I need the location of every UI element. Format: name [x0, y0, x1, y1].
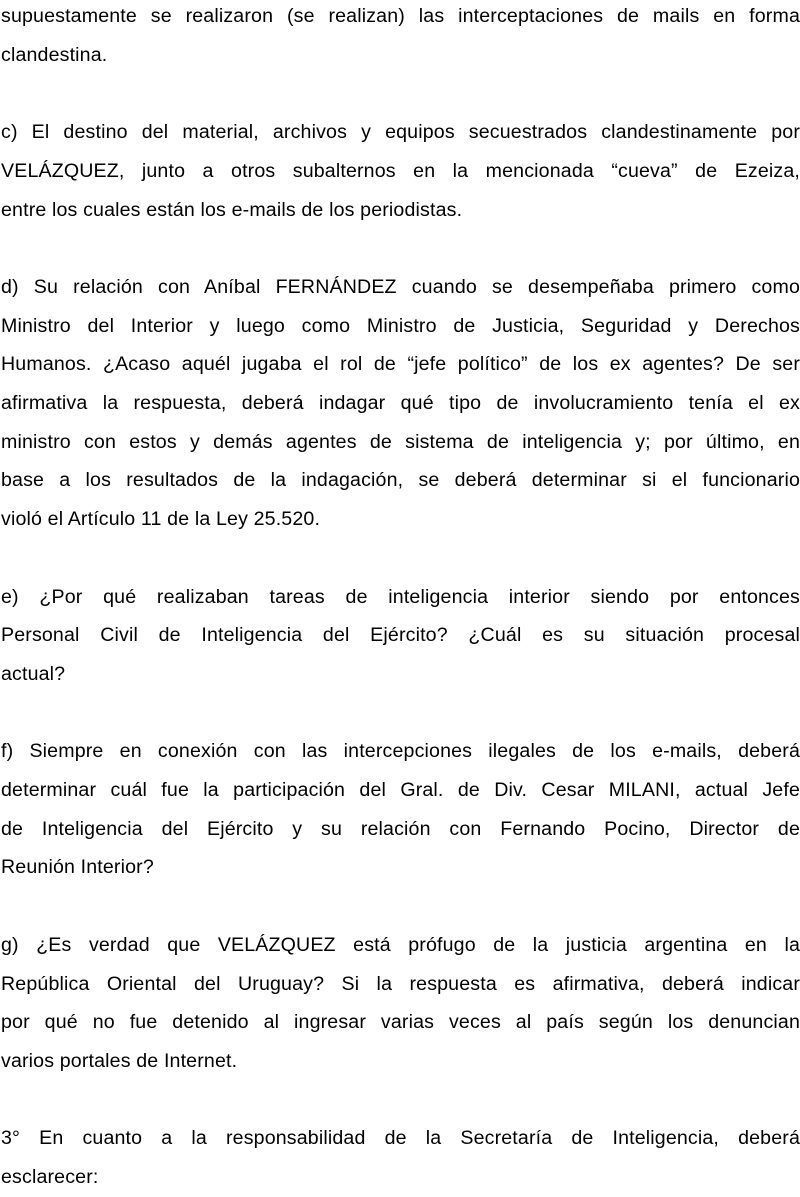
paragraph-3 — [1, 1119, 800, 1196]
text-line: varios portales de Internet. — [1, 1049, 238, 1072]
text-line: d) Su relación con Aníbal FERNÁNDEZ cuando se desempeñaba primero como — [1, 275, 800, 298]
text-line: supuestamente se realizaron (se realizan) las interceptaciones de mails en forma — [1, 5, 800, 27]
text-line: entre los cuales están los e-mails de los periodistas. — [1, 198, 463, 221]
text-line: Humanos. ¿Acaso aquél jugaba el rol de “jefe político” de los ex agentes? De ser — [1, 353, 800, 376]
text-line: VELÁZQUEZ, junto a otros subalternos en la mencionada “cueva” de Ezeiza, — [1, 159, 800, 182]
text-line: por qué no fue detenido al ingresar varias veces al país según los denuncian — [1, 1011, 800, 1034]
text-line: f) Siempre en conexión con las intercepciones ilegales de los e-mails, deberá — [1, 740, 800, 763]
paragraph-c — [1, 113, 800, 229]
paragraph-f — [1, 732, 800, 887]
text-line: e) ¿Por qué realizaban tareas de inteligencia interior siendo por entonces — [1, 585, 800, 608]
text-line: ministro con estos y demás agentes de sistema de inteligencia y; por último, en — [1, 430, 800, 453]
text-line: g) ¿Es verdad que VELÁZQUEZ está prófugo de la justicia argentina en la — [1, 933, 800, 956]
text-line: determinar cuál fue la participación del Gral. de Div. Cesar MILANI, actual Jefe — [1, 779, 800, 801]
text-line: República Oriental del Uruguay? Si la respuesta es afirmativa, deberá indicar — [1, 972, 800, 995]
text-line: c) El destino del material, archivos y equipos secuestrados clandestinamente por — [1, 121, 800, 144]
text-line: Personal Civil de Inteligencia del Ejército? ¿Cuál es su situación procesal — [1, 624, 800, 647]
paragraph-g — [1, 926, 800, 1081]
text-line: de Inteligencia del Ejército y su relación con Fernando Pocino, Director de — [1, 817, 800, 840]
text-line: clandestina. — [1, 43, 108, 66]
paragraph-d — [1, 268, 800, 539]
text-line: Reunión Interior? — [1, 856, 154, 879]
text-line: 3° En cuanto a la responsabilidad de la Secretaría de Inteligencia, deberá — [1, 1127, 800, 1150]
paragraph-e — [1, 578, 800, 694]
text-line: esclarecer: — [1, 1166, 99, 1188]
text-line: base a los resultados de la indagación, se deberá determinar si el funcionario — [1, 469, 800, 492]
paragraph-intro-cont — [1, 0, 800, 74]
text-line: violó el Artículo 11 de la Ley 25.520. — [1, 508, 321, 531]
text-line: actual? — [1, 662, 66, 685]
text-line: afirmativa la respuesta, deberá indagar qué tipo de involucramiento tenía el ex — [1, 392, 800, 414]
text-line: Ministro del Interior y luego como Ministro de Justicia, Seguridad y Derechos — [1, 314, 800, 337]
